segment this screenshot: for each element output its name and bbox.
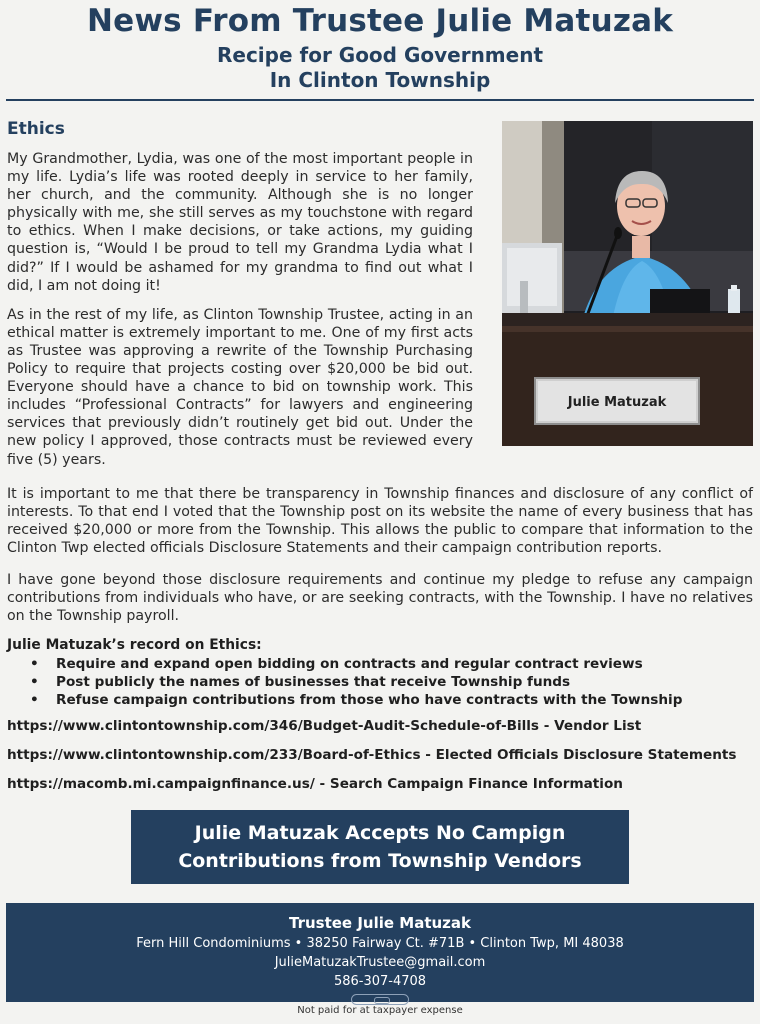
- section-heading-ethics: Ethics: [7, 119, 65, 139]
- footer-phone: 586-307-4708: [333, 974, 427, 989]
- list-item: [30, 655, 682, 673]
- header-divider: [6, 99, 754, 101]
- record-item-text: Refuse campaign contributions from those who have contracts with the Township: [56, 692, 683, 708]
- footer-name: Trustee Julie Matuzak: [289, 914, 471, 932]
- union-bug-icon: [351, 994, 409, 1005]
- ethics-paragraph: It is important to me that there be transparency in Township finances and disclosure of any conflict of interests. To that end I voted that the Township post on its website the name of every business that has received $20,000 or more from the Township. This allows the public to compare that information to the Clinton Twp elected officials Disclosure Statements and their campaign contribution reports.: [7, 486, 753, 557]
- record-item-text: Require and expand open bidding on contracts and regular contract reviews: [56, 656, 643, 672]
- link-vendor-list[interactable]: https://www.clintontownship.com/346/Budget-Audit-Schedule-of-Bills - Vendor List: [7, 718, 642, 734]
- banner-line-1: Julie Matuzak Accepts No Campign: [194, 822, 566, 844]
- record-list: [30, 655, 682, 709]
- ethics-paragraph: As in the rest of my life, as Clinton Township Trustee, acting in an ethical matter is extremely important to me. One of my first acts as Trustee was approving a rewrite of the Township Purchasing Policy to require that projects costing over $20,000 be bid out. Everyone should have a chance to bid on township work. This includes “Professional Contracts” for lawyers and engineering services that previously didn’t routinely get bid out. Under the new policy I approved, those contracts must be reviewed every five (5) years.: [7, 306, 473, 468]
- disclaimer: Not paid for at taxpayer expense: [297, 1005, 463, 1016]
- trustee-photo-illustration: [502, 121, 753, 446]
- subtitle-line-1: Recipe for Good Government: [216, 43, 544, 67]
- nameplate-text: Julie Matuzak: [567, 395, 667, 410]
- record-title: Julie Matuzak’s record on Ethics:: [7, 637, 262, 653]
- masthead: [6, 0, 754, 93]
- list-item: [30, 673, 682, 691]
- banner-line-2: Contributions from Township Vendors: [178, 850, 582, 872]
- list-item: [30, 691, 682, 709]
- link-disclosure-statements[interactable]: https://www.clintontownship.com/233/Board-of-Ethics - Elected Officials Disclosure Statements: [7, 747, 737, 763]
- bullet-icon: •: [30, 692, 39, 708]
- link-campaign-finance[interactable]: https://macomb.mi.campaignfinance.us/ - Search Campaign Finance Information: [7, 776, 623, 792]
- ethics-paragraph: I have gone beyond those disclosure requirements and continue my pledge to refuse any campaign contributions from individuals who have, or are seeking contracts, with the Township. I have no relatives on the Township payroll.: [7, 572, 753, 625]
- page-title: News From Trustee Julie Matuzak: [86, 3, 674, 39]
- footer-email[interactable]: JulieMatuzakTrustee@gmail.com: [274, 955, 486, 970]
- pledge-banner: [131, 810, 629, 884]
- subtitle-line-2: In Clinton Township: [269, 68, 491, 92]
- bullet-icon: •: [30, 674, 39, 690]
- record-item-text: Post publicly the names of businesses that receive Township funds: [56, 674, 571, 690]
- footer-address: Fern Hill Condominiums • 38250 Fairway Ct. #71B • Clinton Twp, MI 48038: [136, 936, 624, 951]
- contact-footer: [6, 903, 754, 1002]
- bullet-icon: •: [30, 656, 39, 672]
- ethics-paragraph: My Grandmother, Lydia, was one of the most important people in my life. Lydia’s life was rooted deeply in service to her family, her church, and the community. Although she is no longer physically with me, she still serves as my touchstone with regard to ethics. When I make decisions, or take actions, my guiding question is, “Would I be proud to tell my Grandma Lydia what I did?” If I would be ashamed for my grandma to find out what I did, I am not doing it!: [7, 151, 473, 294]
- trustee-photo: [502, 121, 753, 446]
- ethics-column-text: [7, 150, 473, 480]
